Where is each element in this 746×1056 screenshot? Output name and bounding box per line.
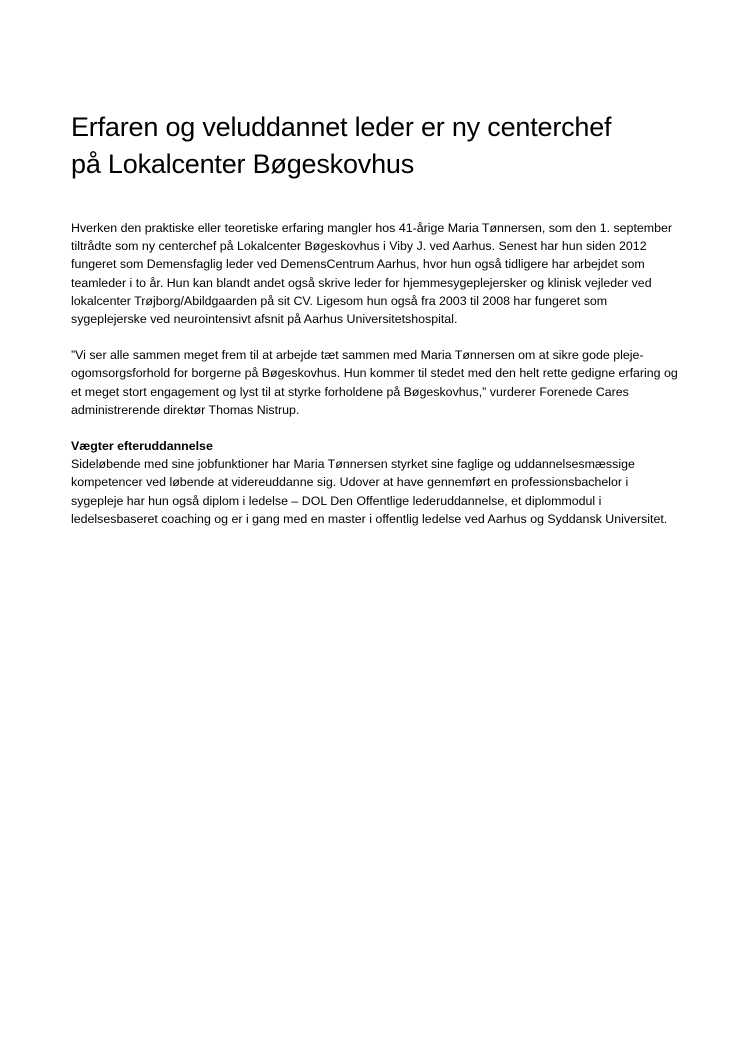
section-heading: Vægter efteruddannelse — [71, 439, 213, 454]
article-title-line-1: Erfaren og veluddannet leder er ny centerchef — [71, 112, 612, 142]
paragraph-intro: Hverken den praktiske eller teoretiske erfaring mangler hos 41-årige Maria Tønnersen, som den 1. september tiltrådte som ny centerchef på Lokalcenter Bøgeskovhus i Viby J. ved Aarhus. Senest har hun siden 2012 fungeret som Demensfaglig leder ved DemensCentrum Aarhus, hvor hun også tidligere har arbejdet som teamleder i to år. Hun kan blandt andet også skrive leder for hjemmesygeplejersker og klinisk vejleder ved lokalcenter Trøjborg/Abildgaarden på sit CV. Ligesom hun også fra 2003 til 2008 har fungeret som sygeplejerske ved neurointensivt afsnit på Aarhus Universitetshospital. — [71, 221, 673, 327]
article-title-line-2: på Lokalcenter Bøgeskovhus — [71, 149, 415, 179]
article — [71, 109, 681, 528]
paragraph-quote: ”Vi ser alle sammen meget frem til at arbejde tæt sammen med Maria Tønnersen om at sikre gode pleje- ogomsorgsforhold for borgerne på Bøgeskovhus. Hun kommer til stedet med den helt rette gedigne erfaring og et meget stort engagement og lyst til at styrke forholdene på Bøgeskovhus,” vurderer Forenede Cares administrerende direktør Thomas Nistrup. — [71, 348, 678, 417]
article-title — [71, 109, 681, 183]
section-education — [71, 437, 681, 528]
paragraph-education: Sideløbende med sine jobfunktioner har Maria Tønnersen styrket sine faglige og uddannelsesmæssige kompetencer ved løbende at videreuddanne sig. Udover at have gennemført en professionsbachelor i sygepleje har hun også diplom i ledelse – DOL Den Offentlige lederuddannelse, et diplommodul i ledelsesbaseret coaching og er i gang med en master i offentlig ledelse ved Aarhus og Syddansk Universitet. — [71, 457, 668, 526]
